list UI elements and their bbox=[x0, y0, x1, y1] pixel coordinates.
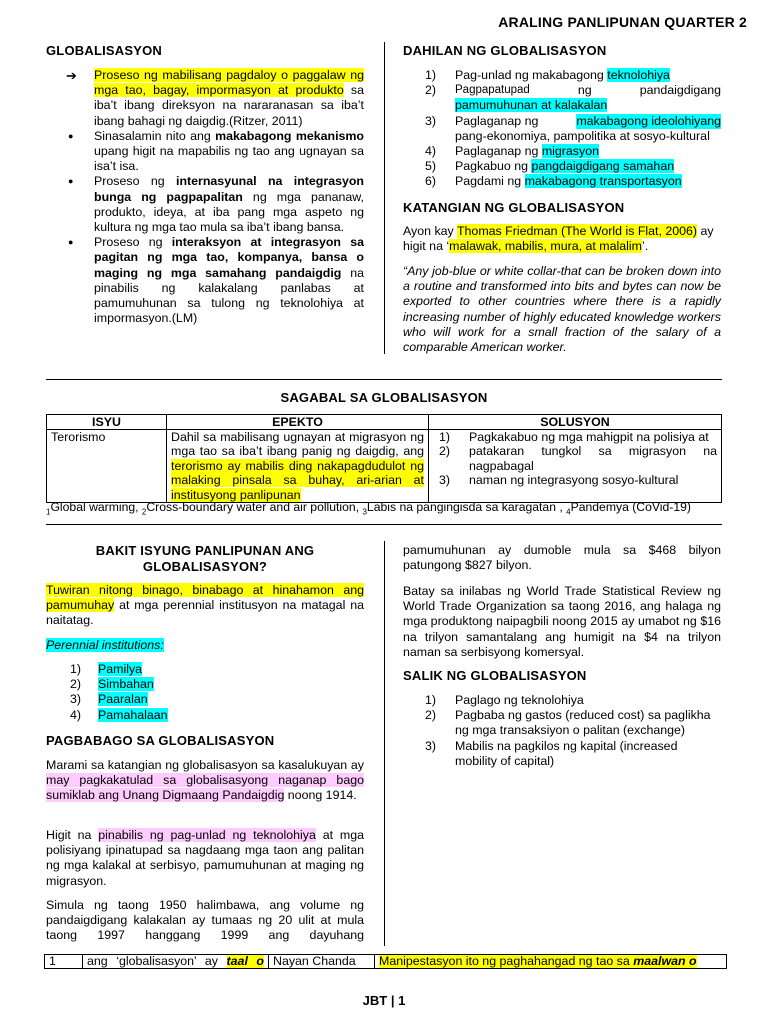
globalisasyon-list bbox=[46, 68, 364, 326]
column-divider bbox=[384, 42, 385, 354]
footer-table bbox=[44, 954, 727, 969]
row-number: 1 bbox=[45, 955, 83, 969]
bullet-icon: ● bbox=[68, 237, 74, 248]
list-item: 1) Paglago ng teknolohiya bbox=[425, 693, 584, 707]
pagbabago-p3: Simula ng taong 1950 halimbawa, ang volume ng pandaigdigang kalakalan ay tumaas ng 20 ulit at mula taong 1997 hanggang 1999 ang dayuhang bbox=[46, 898, 364, 943]
solusyon-cell: 1) Pagkakabuo ng mga mahigpit na polisiya at 2) patakaran tungkol sa migrasyon na nagpabagal 3) naman ng integrasyong sosyo-kultural bbox=[429, 430, 722, 503]
pagbabago-heading: PAGBABAGO SA GLOBALISASYON bbox=[46, 733, 275, 748]
dahilan-item: 3) Paglaganap ng makabagong ideolohiyang pang-ekonomiya, pampolitika at sosyo-kultural bbox=[425, 113, 721, 143]
footer-cell-3: Manipestasyon ito ng paghahangad ng tao sa maalwan o bbox=[375, 955, 727, 969]
globalisasyon-item: ● Proseso ng interaksyon at integrasyon sa pagitan ng mga tao, kompanya, bansa o maging ng mga samahang pandaigdig na pinabilis ng kalakalang panlabas at pamumuhunan sa tulong ng teknolohiya at impormasyon.(LM) bbox=[68, 235, 364, 326]
list-item: 4) Pamahalaan bbox=[70, 707, 168, 722]
salik-heading: SALIK NG GLOBALISASYON bbox=[403, 668, 587, 683]
bullet-icon: ● bbox=[68, 176, 74, 187]
section-divider bbox=[46, 524, 722, 525]
column-header: SOLUSYON bbox=[429, 415, 722, 430]
arrow-right-icon: ➔ bbox=[66, 68, 77, 83]
list-item: 3) Mabilis na pagkilos ng kapital (increased mobility of capital) bbox=[425, 738, 678, 768]
katangian-quote: “Any job-blue or white collar-that can be broken down into a routine and transformed into bits and bytes can now be exported to other countries where there is a rapidly increasing number of highly educated knowledge workers who will work for a small fraction of the salary of a comparable American worker. bbox=[403, 264, 721, 355]
dahilan-item: 2) Pagpapatupad ng pandaigdigang pamumuhunan at kalakalan bbox=[425, 83, 721, 113]
institutions-list bbox=[46, 662, 364, 723]
dahilan-item: 4) Paglaganap ng migrasyon bbox=[425, 144, 599, 159]
column-divider bbox=[384, 541, 385, 946]
dahilan-list bbox=[403, 68, 721, 190]
isyu-cell: Terorismo bbox=[47, 430, 167, 503]
column-header: ISYU bbox=[47, 415, 167, 430]
footer-cell-2: Nayan Chanda bbox=[269, 955, 375, 969]
globalisasyon-heading: GLOBALISASYON bbox=[46, 43, 162, 58]
section-divider bbox=[46, 379, 722, 380]
pagbabago-p3-cont: pamumuhunan ay dumoble mula sa $468 bilyon patungong $827 bilyon. bbox=[403, 543, 721, 573]
pagbabago-p1: Marami sa katangian ng globalisasyon sa kasalukuyan ay may pagkakatulad sa globalisasyong naganap bago sumiklab ang Unang Digmaang Pandaigdig noong 1914. bbox=[46, 758, 364, 803]
sagabal-others: $_1$Global warming, $_2$Cross-boundary water and air pollution, $_3$Labis na pangingisda sa karagatan , $_4$Pandemya (CoVid-19) bbox=[46, 500, 691, 517]
perennial-label: Perennial institutions: bbox=[46, 638, 164, 652]
list-item: 1) Pamilya bbox=[70, 662, 143, 676]
bakit-paragraph: Tuwiran nitong binago, binabago at hinahamon ang pamumuhay at mga perennial institusyon na matagal na naitatag. bbox=[46, 583, 364, 628]
table-row bbox=[45, 955, 727, 969]
globalisasyon-item: ● Sinasalamin nito ang makabagong mekanismo upang higit na mapabilis ng tao ang ugnayan sa isa’t isa. bbox=[68, 128, 364, 174]
salik-list bbox=[403, 693, 721, 769]
footer-cell-1: ang ‘globalisasyon’ ay taal o bbox=[83, 955, 269, 969]
sagabal-heading: SAGABAL SA GLOBALISASYON bbox=[280, 390, 488, 405]
bakit-heading: BAKIT ISYUNG PANLIPUNAN ANG GLOBALISASYON? bbox=[95, 543, 315, 574]
globalisasyon-item: ● Proseso ng internasyunal na integrasyon bunga ng pagpapalitan ng mga pananaw, produkto, ideya, at iba pang mga aspeto ng kultura ng mga tao mula sa iba’t ibang bansa. bbox=[68, 174, 365, 235]
globalisasyon-item: ➔ Proseso ng mabilisang pagdaloy o paggalaw ng mga tao, bagay, impormasyon at produkto sa iba’t ibang direksyon na nararanasan sa iba’t ibang bahagi ng daigdig.(Ritzer, 2011) bbox=[66, 68, 365, 128]
dahilan-heading: DAHILAN NG GLOBALISASYON bbox=[403, 43, 607, 58]
dahilan-item: 6) Pagdami ng makabagong transportasyon bbox=[425, 174, 682, 189]
katangian-ayon: Ayon kay Thomas Friedman (The World is Flat, 2006) ay higit na ‘malawak, mabilis, mura, at malalim’. bbox=[403, 224, 714, 254]
bullet-icon: ● bbox=[68, 130, 74, 141]
column-header: EPEKTO bbox=[167, 415, 429, 430]
epekto-cell: Dahil sa mabilisang ugnayan at migrasyon ng mga tao sa iba’t ibang panig ng daigdig, ang terorismo ay mabilis ding nakapagdudulot ng malaking pinsala sa buhay, ari-arian at institusyong panlipunan bbox=[167, 430, 429, 503]
list-item: 3) Paaralan bbox=[70, 692, 148, 707]
table-row bbox=[47, 430, 722, 503]
dahilan-item: 5) Pagkabuo ng pangdaigdigang samahan bbox=[425, 159, 675, 174]
dahilan-item: 1) Pag-unlad ng makabagong teknolohiya bbox=[425, 68, 670, 82]
pagbabago-p2: Higit na pinabilis ng pag-unlad ng teknolohiya at mga polisiyang ipinatupad sa nagdaang mga taon ang palitan ng mga kalakal at serbisyo, pamumuhunan at maging ng migrasyon. bbox=[46, 828, 364, 888]
katangian-heading: KATANGIAN NG GLOBALISASYON bbox=[403, 200, 625, 215]
page-header-title: ARALING PANLIPUNAN QUARTER 2 bbox=[498, 14, 747, 30]
sagabal-table bbox=[46, 414, 722, 503]
pagbabago-p4: Batay sa inilabas ng World Trade Statistical Review ng World Trade Organization sa taong 2016, ang halaga ng mga produktong naipagbili noong 2015 ay umabot ng $16 na trilyon samantalang ang humigit na $4 na trilyon naman sa serbisyong komersyal. bbox=[403, 584, 721, 659]
list-item: 2) Simbahan bbox=[70, 677, 154, 692]
page-footer: JBT | 1 bbox=[362, 993, 406, 1008]
list-item: 2) Pagbaba ng gastos (reduced cost) sa paglikha ng mga transaksiyon o palitan (exchange) bbox=[425, 708, 711, 738]
